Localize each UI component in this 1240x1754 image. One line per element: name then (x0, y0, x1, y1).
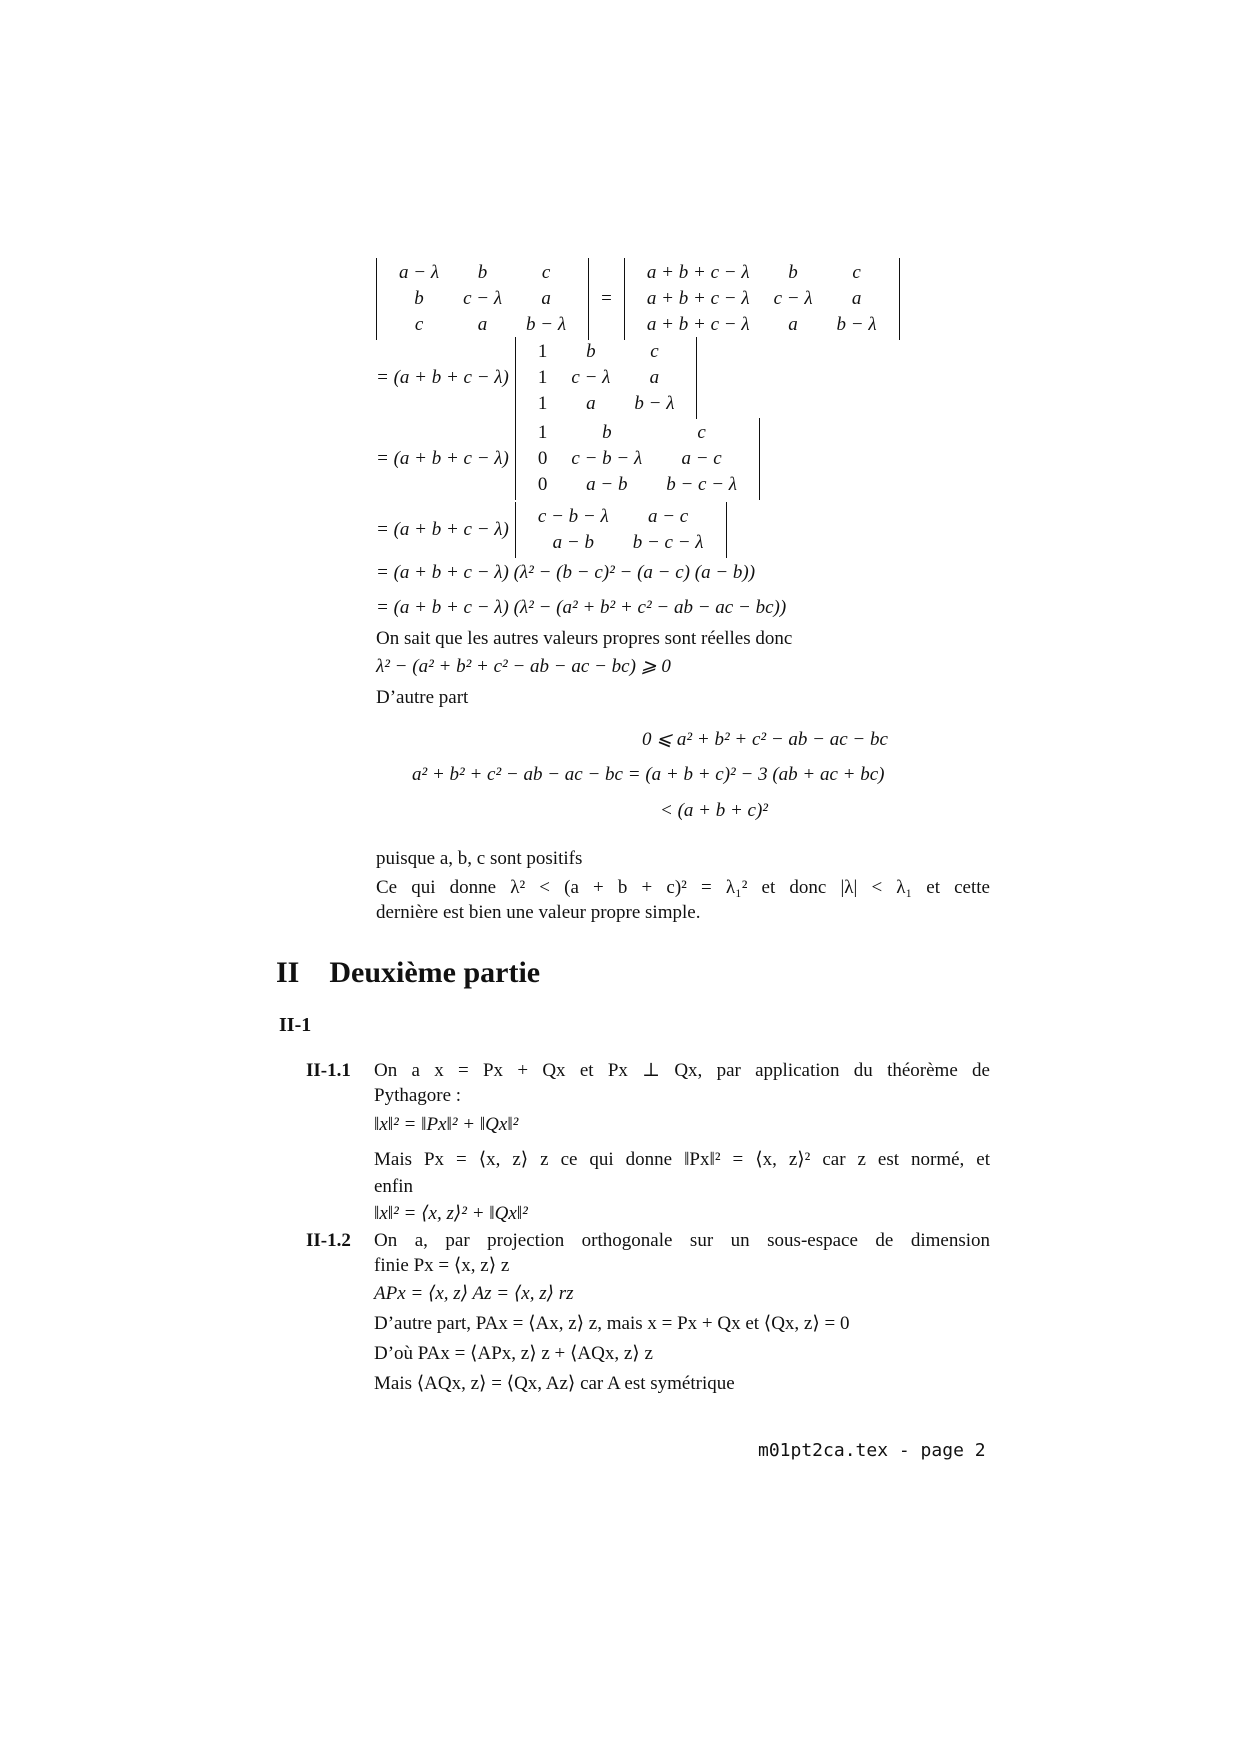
item-line: D’autre part, PAx = ⟨Ax, z⟩ z, mais x = Px + Qx et ⟨Qx, z⟩ = 0 (374, 1313, 850, 1334)
item-line: Mais Px = ⟨x, z⟩ z ce qui donne ‖Px‖² = ⟨x, z⟩² car z est normé, et (374, 1149, 990, 1170)
factor-prefix: = (a + b + c − λ) (376, 367, 509, 388)
matrix-cell: 1 (537, 393, 548, 414)
item-line: enfin (374, 1176, 414, 1197)
matrix-cell: b − c − λ (666, 474, 738, 495)
text-line: dernière est bien une valeur propre simple. (376, 902, 701, 923)
text-line: D’autre part (376, 687, 469, 708)
item-line: Pythagore : (374, 1085, 462, 1106)
determinant-1 (376, 258, 589, 340)
inequality: λ² − (a² + b² + c² − ab − ac − bc) ⩾ 0 (376, 656, 671, 677)
matrix-cell: 0 (537, 448, 548, 469)
section-heading (276, 956, 540, 990)
matrix-row (526, 530, 716, 556)
matrix-cell: b (602, 422, 612, 443)
matrix-row (526, 446, 749, 472)
matrix-cell: c (852, 262, 861, 283)
matrix-cell: b (788, 262, 798, 283)
matrix-cell: a − c (647, 506, 689, 527)
matrix-cell: c − λ (571, 367, 611, 388)
matrix-cell: c (541, 262, 551, 283)
matrix-row (526, 391, 687, 417)
matrix-cell: a (788, 314, 798, 335)
matrix-cell: b − λ (634, 393, 675, 414)
factor-prefix: = (a + b + c − λ) (376, 519, 509, 540)
matrix-cell: a − b (552, 532, 594, 553)
matrix-row (387, 312, 578, 338)
display-eq-3: < (a + b + c)² (660, 800, 768, 821)
equation-line-6: = (a + b + c − λ) (λ² − (a² + b² + c² − ab − ac − bc)) (376, 597, 787, 618)
equals-sign: = (601, 288, 612, 309)
matrix-cell: c − b − λ (571, 448, 643, 469)
matrix-row (526, 504, 716, 530)
matrix-cell: a − c (681, 448, 722, 469)
section-number: II (276, 956, 300, 989)
determinant-2 (624, 258, 900, 340)
equation-row-4 (376, 502, 727, 558)
matrix-cell: 1 (537, 341, 548, 362)
matrix-cell: c − λ (463, 288, 503, 309)
matrix-cell: b − λ (836, 314, 877, 335)
matrix-row (526, 472, 749, 498)
item-label: II-1.1 (306, 1060, 351, 1081)
subsection-heading: II-1 (279, 1014, 312, 1036)
matrix-cell: b − c − λ (632, 532, 704, 553)
matrix-cell: c (650, 341, 659, 362)
matrix-row (635, 260, 889, 286)
matrix-row (635, 312, 889, 338)
equation-row-2 (376, 337, 697, 419)
item-line: On a x = Px + Qx et Px ⊥ Qx, par application du théorème de (374, 1060, 990, 1081)
matrix-cell: a (851, 288, 862, 309)
matrix-cell: a (586, 393, 596, 414)
section-title: Deuxième partie (329, 956, 541, 989)
equation-row-1 (376, 258, 900, 340)
item-body (374, 1058, 990, 1229)
equation-line-5: = (a + b + c − λ) (λ² − (b − c)² − (a − c) (a − b)) (376, 562, 756, 583)
matrix-cell: a + b + c − λ (646, 262, 750, 283)
matrix-row (526, 365, 687, 391)
matrix-cell: a + b + c − λ (646, 314, 750, 335)
item-line: APx = ⟨x, z⟩ Az = ⟨x, z⟩ rz (374, 1283, 574, 1304)
item-line: ‖x‖² = ⟨x, z⟩² + ‖Qx‖² (374, 1203, 528, 1224)
page-footer: m01pt2ca.tex - page 2 (758, 1440, 986, 1461)
matrix-row (387, 260, 578, 286)
matrix-cell: b (477, 262, 488, 283)
determinant-5 (515, 502, 727, 558)
matrix-cell: b (414, 288, 424, 309)
matrix-cell: b − λ (526, 314, 567, 335)
item-body (374, 1228, 990, 1401)
text-line: On sait que les autres valeurs propres sont réelles donc (376, 628, 793, 649)
matrix-cell: a (649, 367, 660, 388)
item-line: D’où PAx = ⟨APx, z⟩ z + ⟨AQx, z⟩ z (374, 1343, 653, 1364)
matrix-cell: c (414, 314, 424, 335)
item-line: Mais ⟨AQx, z⟩ = ⟨Qx, Az⟩ car A est symétrique (374, 1373, 735, 1394)
equation-row-3 (376, 418, 760, 500)
item-line: finie Px = ⟨x, z⟩ z (374, 1255, 510, 1276)
text-line: Ce qui donne λ² < (a + b + c)² = λ₁² et donc |λ| < λ₁ et cette (376, 877, 990, 898)
item-label: II-1.2 (306, 1230, 351, 1251)
matrix-cell: 1 (537, 422, 548, 443)
matrix-cell: c (697, 422, 706, 443)
matrix-row (526, 420, 749, 446)
matrix-row (387, 286, 578, 312)
matrix-cell: b (586, 341, 596, 362)
factor-prefix: = (a + b + c − λ) (376, 448, 509, 469)
matrix-cell: a − λ (399, 262, 440, 283)
matrix-cell: a (477, 314, 488, 335)
matrix-cell: a − b (586, 474, 628, 495)
matrix-cell: c − b − λ (537, 506, 609, 527)
matrix-cell: 0 (537, 474, 548, 495)
determinant-4 (515, 418, 760, 500)
matrix-cell: 1 (537, 367, 548, 388)
item-line: On a, par projection orthogonale sur un sous-espace de dimension (374, 1230, 990, 1251)
display-eq-1: 0 ⩽ a² + b² + c² − ab − ac − bc (642, 729, 888, 750)
text-line: puisque a, b, c sont positifs (376, 848, 583, 869)
matrix-cell: a (541, 288, 551, 309)
matrix-cell: a + b + c − λ (646, 288, 750, 309)
matrix-cell: c − λ (773, 288, 813, 309)
determinant-3 (515, 337, 698, 419)
item-line: ‖x‖² = ‖Px‖² + ‖Qx‖² (374, 1114, 519, 1135)
matrix-row (635, 286, 889, 312)
matrix-row (526, 339, 687, 365)
display-eq-2: a² + b² + c² − ab − ac − bc = (a + b + c)² − 3 (ab + ac + bc) (412, 764, 885, 785)
